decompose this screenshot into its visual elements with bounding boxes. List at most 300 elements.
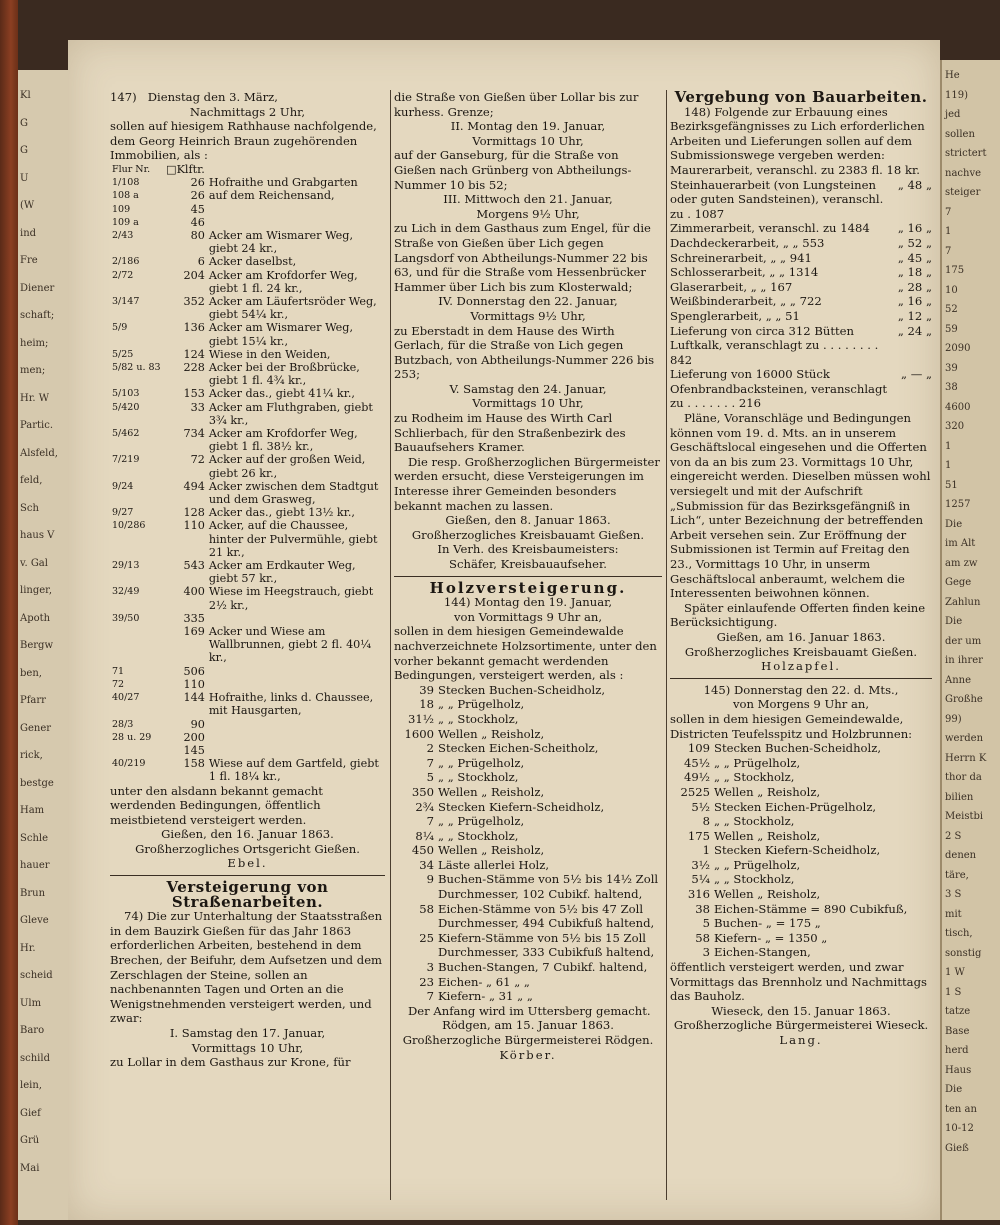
lot-row	[110, 744, 385, 757]
list-item	[394, 785, 662, 800]
left-page-edge	[18, 70, 69, 1220]
signature: Lang.	[779, 1033, 823, 1047]
item-qty: 45½	[684, 755, 710, 770]
lot-row	[110, 176, 385, 189]
item-qty: 8	[702, 814, 710, 829]
place-date: Gießen, am 16. Januar 1863.	[716, 629, 886, 644]
lot-txt: Acker, auf die Chaussee, hinter der Pulvermühle, giebt 21 kr.,	[208, 519, 378, 559]
item-qty: 49½	[684, 770, 710, 785]
item-desc: Wellen „ Reisholz,	[438, 726, 545, 741]
list-item	[670, 945, 932, 960]
work-amount: „ 45 „	[897, 250, 932, 265]
right-page-edge	[940, 60, 1000, 1220]
item-qty: 7	[426, 989, 434, 1004]
item-desc: Eichen-Stämme = 890 Cubikfuß,	[714, 901, 908, 916]
item-desc: Eichen- „ 61 „ „	[438, 974, 530, 989]
list-item	[670, 931, 932, 946]
item-desc: „ „ Stockholz,	[438, 770, 519, 785]
list-item	[670, 887, 932, 902]
notice-body: 74) Die zur Unterhaltung der Staatsstraßen in dem Bauzirk Gießen für das Jahr 1863 erforderlichen Arbeiten, bestehend in dem Brechen, der Beifuhr, dem Aufsetzen und dem Zerschlagen der Steine, sollen an nachbenannten Tagen und Orten an die Wenigstnehmenden versteigert werden, und zwar:	[110, 909, 383, 1026]
work-desc: Dachdeckerarbeit, „ „ 553	[670, 235, 825, 250]
work-item	[670, 294, 932, 309]
wood-list	[670, 741, 932, 960]
lot-kl: 506	[183, 664, 205, 678]
list-item	[394, 770, 662, 785]
list-item	[670, 843, 932, 858]
signature: Ebel.	[227, 856, 268, 871]
work-item	[670, 280, 932, 295]
signature: Holzapfel.	[761, 659, 841, 674]
list-item	[394, 741, 662, 756]
gutter-fragment: ind	[20, 227, 37, 239]
gutter-fragment: steiger	[945, 187, 981, 198]
gutter-fragment: linger,	[20, 585, 53, 596]
lot-kl: 400	[183, 585, 205, 599]
item-qty: 38	[695, 901, 710, 916]
lot-kl: 136	[183, 321, 205, 335]
gutter-fragment: Partic.	[20, 420, 54, 431]
item-qty: 18	[419, 697, 434, 712]
item-desc: „ „ Prügelholz,	[438, 814, 525, 829]
column-rule	[666, 90, 667, 1200]
work-desc: Schreinerarbeit, „ „ 941	[670, 250, 812, 265]
gutter-fragment: thor da	[945, 772, 982, 783]
list-item	[394, 975, 662, 990]
gutter-fragment: Anne	[945, 674, 972, 686]
work-desc: Lieferung von 16000 Stück Ofenbrandbacksteinen, veranschlagt zu . . . . . . . 216	[670, 367, 888, 411]
lot-kl: 6	[197, 255, 205, 269]
gutter-fragment: 1 S	[945, 986, 962, 998]
gutter-fragment: mit	[945, 908, 962, 920]
lot-kl: 228	[183, 361, 205, 375]
gutter-fragment: denen	[945, 850, 977, 861]
lot-row	[110, 321, 385, 347]
gutter-fragment: Gleve	[20, 915, 49, 926]
item-qty: 2	[426, 741, 434, 756]
gutter-fragment: Mai	[20, 1162, 40, 1174]
notice-147: 147) Dienstag den 3. März, Nachmittags 2 Uhr, sollen auf hiesigem Rathhause nachfolgende, dem Georg Heinrich Braun zugehörenden Immobilien, als : Flur Nr. □Klftr. 1/108 26 Hofraithe und Grabgarten 108 a 26 auf dem Reichensand, 109 45 109 a 46 2/43 80 Acker am Wismarer Weg, giebt 24 kr., 2/186 6 Acker daselbst, 2/72 204 Acker am Krofdorfer Weg, giebt 1 fl. 24 kr., 3/147 352 Acker am Läufertsröder Weg, giebt 54¼ kr., 5/9 136 Acker am Wismarer Weg, giebt 15¼ kr., 5/25 124 Wiese in den Weiden, 5/82 u. 83 228 Acker bei der Broßbrücke, giebt 1 fl. 4¾ kr., 5/103 153 Acker das., giebt 41¼ kr., 5/420 33 Acker am Fluthgraben, giebt 3¾ kr., 5/462 734 Acker am Krofdorfer Weg, giebt 1 fl. 38½ kr., 7/219 72 Acker auf der großen Weid, giebt 26 kr., 9/24 494 Acker zwischen dem Stadtgut und dem Grasweg, 9/27 128 Acker das., giebt 13½ kr., 10/286 110 Acker, auf die Chaussee, hinter der Pulvermühle, giebt 21 kr., 29/13 543 Acker am Erdkauter Weg, giebt 57 kr., 32/49 400 Wiese im Heegstrauch, giebt 2½ kr., 39/50 335 169 Acker und Wiese am Wallbrunnen, giebt 2 fl. 40¼ kr., 71 506 72 110 40/27 144 Hofraithe, links d. Chaussee, mit Hausgarten, 28/3 90 28 u. 29 200 145 40/219 158 Wiese auf dem Gartfeld, giebt 1 fl. 18¼ kr., unter den alsdann bekannt gemacht werdenden Bedingungen, öffentlich meistbietend versteigert werden. Gießen, den 16. Januar 1863. Großherzogliches Ortsgericht Gießen. Ebel.	[110, 90, 385, 871]
lot-row	[110, 189, 385, 202]
work-item	[670, 309, 932, 324]
column-rule	[390, 90, 391, 1200]
gutter-fragment: ben,	[20, 667, 42, 679]
gutter-fragment: men;	[20, 365, 46, 376]
item-qty: 1	[702, 843, 710, 858]
item-qty: 5¼	[691, 872, 710, 887]
list-item	[670, 858, 932, 873]
gutter-fragment: bilien	[945, 791, 974, 803]
work-desc: Lieferung von circa 312 Bütten Luftkalk, veranschlagt zu . . . . . . . . 842	[670, 323, 879, 367]
lot-flur: 109	[112, 203, 131, 215]
lot-kl: 144	[183, 691, 205, 705]
lot-kl: 128	[183, 506, 205, 520]
gutter-fragment: 175	[945, 265, 965, 276]
lot-row	[110, 691, 385, 717]
lot-flur: 2/186	[112, 256, 140, 268]
gutter-fragment: 52	[945, 304, 958, 315]
lot-kl: 153	[183, 387, 205, 401]
gutter-fragment: heim;	[20, 337, 49, 349]
lot-kl: 352	[183, 295, 205, 308]
notice-holzversteigerung: Holzversteigerung. 144) Montag den 19. Januar, von Vormittags 9 Uhr an, sollen in dem hiesigen Gemeindewalde nachverzeichnete Holzsortimente, unter den vorher bekannt gemacht werdenden Bedingungen, versteigert werden, als : 39 Stecken Buchen-Scheidholz, 18 „ „ Prügelholz, 31½ „ „ Stockholz, 1600 Wellen „ Reisholz, 2 Stecken Eichen-Scheitholz, 7 „ „ Prügelholz, 5 „ „ Stockholz, 350 Wellen „ Reisholz, 2¾ Stecken Kiefern-Scheidholz, 7 „ „ Prügelholz, 8¼ „ „ Stockholz, 450 Wellen „ Reisholz, 34 Läste allerlei Holz, 9 Buchen-Stämme von 5½ bis 14½ Zoll Durchmesser, 102 Cubikf. haltend, 58 Eichen-Stämme von 5½ bis 47 Zoll Durchmesser, 494 Cubikfuß haltend, 25 Kiefern-Stämme von 5½ bis 15 Zoll Durchmesser, 333 Cubikfuß haltend, 3 Buchen-Stangen, 7 Cubikf. haltend, 23 Eichen- „ 61 „ „ 7 Kiefern- „ 31 „ „ Der Anfang wird im Uttersberg gemacht. Rödgen, am 15. Januar 1863. Großherzogliche Bürgermeisterei Rödgen. Körber.	[394, 581, 662, 1063]
work-desc: Zimmerarbeit, veranschl. zu 1484	[670, 221, 870, 236]
item-desc: Kiefern-Stämme von 5½ bis 15 Zoll Durchmesser, 333 Cubikfuß haltend,	[438, 930, 655, 960]
signature: Schäfer, Kreisbauaufseher.	[449, 557, 607, 571]
lot-flur: 108 a	[112, 190, 139, 202]
gutter-fragment: Pfarr	[20, 695, 46, 706]
item-qty: 5½	[691, 799, 710, 814]
place-date: Rödgen, am 15. Januar 1863.	[442, 1018, 614, 1033]
work-item	[670, 178, 932, 222]
lot-row	[110, 295, 385, 321]
item-desc: „ „ Stockholz,	[438, 711, 519, 726]
lot-flur	[110, 625, 164, 665]
lot-row	[110, 678, 385, 691]
item-qty: 3	[702, 945, 710, 960]
item-desc: Wellen „ Reisholz,	[438, 784, 545, 799]
lot-kl: 335	[183, 611, 205, 625]
gutter-fragment: 1	[945, 226, 952, 237]
item-qty: 39	[419, 682, 434, 697]
gutter-fragment: Die	[945, 518, 963, 530]
work-item	[670, 251, 932, 266]
authority: Großherzogliches Kreisbauamt Gießen.	[684, 644, 918, 659]
list-item	[394, 756, 662, 771]
lot-kl: 200	[183, 730, 205, 744]
book-binding	[0, 0, 18, 1225]
item-qty: 25	[419, 930, 434, 945]
lot-txt: Acker auf der großen Weid, giebt 26 kr.,	[208, 453, 366, 480]
gutter-fragment: Brun	[20, 887, 46, 899]
lot-txt: Acker das., giebt 41¼ kr.,	[208, 387, 355, 401]
works-list	[670, 163, 932, 411]
lot-txt	[207, 718, 385, 731]
work-amount: „ 48 „	[897, 177, 932, 192]
gutter-fragment: Hr.	[20, 942, 36, 954]
item-desc: Buchen-Stämme von 5½ bis 14½ Zoll Durchmesser, 102 Cubikf. haltend,	[438, 872, 659, 902]
list-item	[394, 829, 662, 844]
item-desc: Stecken Eichen-Scheitholz,	[438, 741, 599, 756]
gutter-fragment: Gege	[945, 577, 972, 588]
lot-kl: 72	[190, 453, 205, 467]
item-qty: 175	[687, 828, 710, 843]
item-desc: Eichen-Stämme von 5½ bis 47 Zoll Durchmesser, 494 Cubikfuß haltend,	[438, 901, 655, 931]
list-item	[670, 872, 932, 887]
gutter-fragment: hauer	[20, 860, 50, 871]
item-desc: Buchen-Stangen, 7 Cubikf. haltend,	[438, 960, 648, 975]
lot-kl: 80	[190, 228, 205, 242]
item-qty: 8¼	[415, 828, 434, 843]
gutter-fragment: feld,	[20, 475, 43, 486]
lot-row	[110, 519, 385, 559]
list-item	[394, 727, 662, 742]
wood-list	[394, 683, 662, 1004]
work-amount: „ — „	[901, 367, 932, 382]
item-qty: 9	[426, 872, 434, 887]
gutter-fragment: Fre	[20, 255, 38, 266]
notice-tail: unter den alsdann bekannt gemacht werdenden Bedingungen, öffentlich meistbietend versteigert werden.	[110, 783, 323, 827]
list-item	[394, 712, 662, 727]
work-item	[670, 221, 932, 236]
lot-flur: 9/24	[112, 480, 134, 492]
lot-txt: Acker am Wismarer Weg, giebt 15¼ kr.,	[208, 321, 354, 348]
item-qty: 5	[426, 770, 434, 785]
lot-row	[110, 401, 385, 427]
lot-flur: 5/462	[112, 428, 140, 440]
item-desc: „ „ Stockholz,	[714, 814, 795, 829]
work-desc: Schlosserarbeit, „ „ 1314	[670, 265, 819, 280]
lot-txt	[207, 678, 385, 691]
lot-kl: 158	[183, 757, 205, 771]
gutter-fragment: Gief	[20, 1107, 41, 1119]
list-item	[394, 800, 662, 815]
place-date: Gießen, den 16. Januar 1863.	[161, 827, 334, 842]
gutter-fragment: Apoth	[20, 612, 51, 624]
gutter-fragment: Alsfeld,	[20, 447, 58, 459]
item-desc: Buchen- „ = 175 „	[714, 916, 821, 931]
work-amount: „ 12 „	[897, 308, 932, 323]
lot-kl: 494	[183, 479, 205, 493]
work-item	[670, 265, 932, 280]
gutter-fragment: G	[20, 145, 28, 156]
lot-txt: Acker am Erdkauter Weg, giebt 57 kr.,	[208, 559, 356, 586]
place-date: Wieseck, den 15. Januar 1863.	[711, 1003, 891, 1018]
authority: Großherzogliches Ortsgericht Gießen.	[135, 841, 360, 856]
gutter-fragment: tatze	[945, 1006, 971, 1017]
lot-row	[110, 757, 385, 783]
lot-row	[110, 480, 385, 506]
gutter-fragment: Gieß	[945, 1142, 969, 1154]
list-item	[394, 697, 662, 712]
gutter-fragment: am zw	[945, 557, 978, 569]
list-item	[670, 814, 932, 829]
gutter-fragment: Diener	[20, 282, 55, 294]
gutter-fragment: Zahlun	[945, 596, 981, 608]
section-heading: Vergebung von Bauarbeiten.	[674, 88, 928, 106]
item-qty: 2¾	[415, 799, 434, 814]
item-desc: „ „ Prügelholz,	[714, 857, 801, 872]
work-desc: Spenglerarbeit, „ „ 51	[670, 308, 800, 323]
lot-flur: 1/108	[112, 177, 140, 189]
gutter-fragment: Kl	[20, 90, 31, 101]
gutter-fragment: der um	[945, 635, 982, 647]
lot-kl: 145	[183, 743, 205, 757]
lot-kl: 46	[190, 215, 205, 229]
lot-kl: 169	[183, 625, 205, 639]
item-qty: 7	[426, 755, 434, 770]
list-item	[670, 741, 932, 756]
list-item	[670, 829, 932, 844]
gutter-fragment: 7	[945, 206, 952, 218]
gutter-fragment: 1257	[945, 499, 971, 510]
gutter-fragment: jed	[945, 109, 961, 120]
gutter-fragment: 119)	[945, 89, 968, 101]
item-desc: Kiefern- „ 31 „ „	[438, 989, 533, 1004]
gutter-fragment: 4600	[945, 401, 971, 413]
work-desc: Maurerarbeit, veranschl. zu 2383 fl. 18 kr.	[670, 162, 920, 177]
item-desc: Stecken Kiefern-Scheidholz,	[714, 843, 881, 858]
lot-flur: 28 u. 29	[112, 731, 152, 743]
gutter-fragment: 7	[945, 245, 952, 257]
lot-txt: Hofraithe, links d. Chaussee, mit Hausgarten,	[208, 691, 374, 718]
work-amount: „ 16 „	[897, 294, 932, 309]
gutter-fragment: 51	[945, 479, 958, 491]
item-qty: 34	[419, 857, 434, 872]
lot-row	[110, 453, 385, 479]
gutter-fragment: haus V	[20, 530, 55, 541]
lot-txt: Acker am Wismarer Weg, giebt 24 kr.,	[208, 228, 354, 256]
list-item	[394, 872, 662, 901]
authority: Großherzogliches Kreisbauamt Gießen.	[411, 527, 645, 542]
lot-row	[110, 255, 385, 268]
lot-kl: 734	[183, 427, 205, 441]
list-item	[670, 800, 932, 815]
item-desc: Läste allerlei Holz,	[438, 857, 550, 872]
gutter-fragment: Ulm	[20, 997, 42, 1009]
work-item	[670, 367, 932, 411]
lot-txt: Acker und Wiese am Wallbrunnen, giebt 2 fl. 40¼ kr.,	[208, 625, 372, 665]
gutter-fragment: im Alt	[945, 538, 976, 549]
item-desc: Stecken Eichen-Prügelholz,	[714, 799, 877, 814]
gutter-fragment: 59	[945, 323, 958, 335]
gutter-fragment: schild	[20, 1052, 50, 1064]
item-desc: Kiefern- „ = 1350 „	[714, 930, 828, 945]
list-item	[394, 843, 662, 858]
gutter-fragment: Base	[945, 1025, 970, 1037]
list-item	[670, 756, 932, 771]
lot-row	[110, 229, 385, 255]
work-item	[670, 163, 932, 178]
gutter-fragment: nachve	[945, 167, 982, 179]
notice-145: 145) Donnerstag den 22. d. Mts., von Morgens 9 Uhr an, sollen in dem hiesigen Gemeindewalde, Districten Teufelsspitz und Holzbrunnen: 109 Stecken Buchen-Scheidholz, 45½ „ „ Prügelholz, 49½ „ „ Stockholz, 2525 Wellen „ Reisholz, 5½ Stecken Eichen-Prügelholz, 8 „ „ Stockholz, 175 Wellen „ Reisholz, 1 Stecken Kiefern-Scheidholz, 3½ „ „ Prügelholz, 5¼ „ „ Stockholz, 316 Wellen „ Reisholz, 38 Eichen-Stämme = 890 Cubikfuß, 5 Buchen- „ = 175 „ 58 Kiefern- „ = 1350 „ 3 Eichen-Stangen, öffentlich versteigert werden, und zwar Vormittags das Brennholz und Nachmittags das Bauholz. Wieseck, den 15. Januar 1863. Großherzogliche Bürgermeisterei Wieseck. Lang.	[670, 683, 932, 1048]
lot-flur: 109 a	[112, 216, 139, 228]
gutter-fragment: 2090	[945, 343, 971, 354]
gutter-fragment: U	[20, 172, 29, 184]
gutter-fragment: in ihrer	[945, 655, 983, 666]
item-qty: 7	[426, 814, 434, 829]
list-item	[670, 785, 932, 800]
gutter-fragment: bestge	[20, 777, 54, 789]
gutter-fragment: 1	[945, 460, 952, 471]
gutter-fragment: 39	[945, 362, 958, 374]
notice-strassenarbeiten: Versteigerung von Straßenarbeiten. 74) Die zur Unterhaltung der Staatsstraßen in dem Bauzirk Gießen für das Jahr 1863 erforderlichen Arbeiten, bestehend in dem Brechen, der Beifuhr, dem Aufsetzen und dem Zerschlagen der Steine, sollen an nachbenannten Tagen und Orten an die Wenigstnehmenden versteigert werden, und zwar: I. Samstag den 17. Januar, Vormittags 10 Uhr, zu Lollar in dem Gasthaus zur Krone, für	[110, 880, 385, 1070]
item-qty: 3	[426, 960, 434, 975]
item-qty: 3½	[691, 857, 710, 872]
lot-row	[110, 216, 385, 229]
lot-flur: 2/72	[112, 269, 134, 281]
sale-date: Dienstag den 3. März,	[147, 90, 278, 104]
lot-flur: 5/420	[112, 401, 140, 413]
lot-txt: Wiese im Heegstrauch, giebt 2½ kr.,	[208, 585, 374, 612]
lot-row	[110, 427, 385, 453]
gutter-fragment: Meistbi	[945, 811, 984, 822]
lot-flur	[110, 744, 164, 757]
lot-txt	[207, 731, 385, 744]
signature: Körber.	[499, 1047, 557, 1062]
lot-txt: Acker bei der Broßbrücke, giebt 1 fl. 4¾ kr.,	[208, 361, 360, 388]
lot-row	[110, 718, 385, 731]
place-date: Gießen, den 8. Januar 1863.	[445, 513, 611, 528]
lot-row	[110, 612, 385, 625]
item-qty: 5	[702, 916, 710, 931]
gutter-fragment: Baro	[20, 1025, 45, 1036]
work-desc: Steinhauerarbeit (von Lungsteinen oder guten Sandsteinen), veranschl. zu . 1087	[670, 177, 884, 221]
item-desc: „ „ Prügelholz,	[438, 755, 525, 770]
work-desc: Weißbinderarbeit, „ „ 722	[670, 294, 822, 309]
lot-flur: 29/13	[112, 560, 140, 572]
gutter-fragment: Die	[945, 616, 963, 627]
lot-flur: 5/9	[112, 322, 128, 334]
lot-flur: 2/43	[112, 229, 134, 241]
lot-txt: Acker daselbst,	[208, 255, 297, 269]
lot-txt	[207, 744, 385, 757]
column-1	[110, 90, 385, 1070]
divider	[670, 678, 932, 679]
work-amount: „ 16 „	[897, 221, 932, 236]
lot-txt	[207, 612, 385, 625]
lot-txt: auf dem Reichensand,	[208, 189, 335, 203]
gutter-fragment: Die	[945, 1084, 963, 1095]
lot-txt: Acker am Krofdorfer Weg, giebt 1 fl. 38½ kr.,	[208, 427, 358, 454]
lot-row	[110, 269, 385, 295]
gutter-fragment: Bergw	[20, 640, 54, 651]
gutter-fragment: herd	[945, 1045, 969, 1056]
lot-kl: 90	[190, 717, 205, 731]
work-amount: „ 28 „	[897, 279, 932, 294]
item-desc: Wellen „ Reisholz,	[714, 828, 821, 843]
lot-row	[110, 387, 385, 400]
lot-kl: 26	[190, 176, 205, 190]
list-item	[394, 931, 662, 960]
lot-row	[110, 203, 385, 216]
lot-kl: 110	[183, 519, 205, 533]
lot-txt: Acker zwischen dem Stadtgut und dem Grasweg,	[208, 479, 379, 507]
gutter-fragment: Herrn K	[945, 752, 987, 764]
item-qty: 350	[411, 784, 434, 799]
lot-kl: 543	[183, 559, 205, 573]
item-qty: 23	[419, 974, 434, 989]
lot-row	[110, 625, 385, 665]
gutter-fragment: scheid	[20, 970, 53, 981]
item-desc: „ „ Stockholz,	[438, 828, 519, 843]
gutter-fragment: werden	[945, 733, 984, 744]
lot-flur: 5/25	[112, 348, 134, 360]
gutter-fragment: sollen	[945, 128, 975, 140]
lot-kl: 33	[190, 400, 205, 414]
gutter-fragment: 38	[945, 382, 958, 393]
lot-flur: 39/50	[112, 612, 140, 624]
item-qty: 58	[419, 901, 434, 916]
gutter-fragment: strictert	[945, 148, 987, 159]
work-amount: „ 24 „	[897, 323, 932, 338]
lot-flur: 28/3	[112, 718, 134, 730]
list-item	[394, 989, 662, 1004]
gutter-fragment: (W	[20, 200, 35, 211]
item-qty: 58	[695, 930, 710, 945]
divider	[110, 875, 385, 876]
lot-flur: 40/27	[112, 692, 140, 704]
column-2: die Straße von Gießen über Lollar bis zur kurhess. Grenze; II. Montag den 19. Januar, Vormittags 10 Uhr, auf der Ganseburg, für die Straße von Gießen nach Grünberg von Abtheilungs-Nummer 10 bis 52; III. Mittwoch den 21. Januar, Morgens 9½ Uhr, zu Lich in dem Gasthaus zum Engel, für die Straße von Gießen über Lich gegen Langsdorf von Abtheilungs-Nummer 22 bis 63, und für die Straße vom Hessenbrücker Hammer über Lich bis zum Klosterwald; IV. Donnerstag den 22. Januar, Vormittags 9½ Uhr, zu Eberstadt in dem Hause des Wirth Gerlach, für die Straße von Lich gegen Butzbach, von Abtheilungs-Nummer 226 bis 253; V. Samstag den 24. Januar, Vormittags 10 Uhr, zu Rodheim im Hause des Wirth Carl Schlierbach, für den Straßenbezirk des Bauaufsehers Kramer. Die resp. Großherzoglichen Bürgermeister werden ersucht, diese Versteigerungen im Interesse ihrer Gemeinden besonders bekannt machen zu lassen. Gießen, den 8. Januar 1863. Großherzogliches Kreisbauamt Gießen. In Verh. des Kreisbaumeisters: Schäfer, Kreisbauaufseher. Holzversteigerung. 144) Montag den 19. Januar, von Vormittags 9 Uhr an, sollen in dem hiesigen Gemeindewalde nachverzeichnete Holzsortimente, unter den vorher bekannt gemacht werdenden Bedingungen, versteigert werden, als : 39 Stecken Buchen-Scheidholz, 18 „ „ Prügelholz, 31½ „ „ Stockholz, 1600 Wellen „ Reisholz, 2 Stecken Eichen-Scheitholz, 7 „ „ Prügelholz, 5 „ „ Stockholz, 350 Wellen „ Reisholz, 2¾ Stecken Kiefern-Scheidholz, 7 „ „ Prügelholz, 8¼ „ „ Stockholz, 450 Wellen „ Reisholz, 34 Läste allerlei Holz, 9 Buchen-Stämme von 5½ bis 14½ Zoll Durchmesser, 102 Cubikf. haltend, 58 Eichen-Stämme von 5½ bis 47 Zoll Durchmesser, 494 Cubikfuß haltend, 25 Kiefern-Stämme von 5½ bis 15 Zoll Durchmesser, 333 Cubikfuß haltend, 3 Buchen-Stangen, 7 Cubikf. haltend, 23 Eichen- „ 61 „ „ 7 Kiefern- „ 31 „ „ Der Anfang wird im Uttersberg gemacht. Rödgen, am 15. Januar 1863. Großherzogliche Bürgermeisterei Rödgen. Körber.	[394, 90, 662, 1062]
item-desc: Wellen „ Reisholz,	[714, 887, 821, 902]
divider	[394, 576, 662, 577]
column-3: Vergebung von Bauarbeiten. 148) Folgende zur Erbauung eines Bezirksgefängnisses zu Lich erforderlichen Arbeiten und Lieferungen sollen auf dem Submissionswege vergeben werden: Maurerarbeit, veranschl. zu 2383 fl. 18 kr. Steinhauerarbeit (von Lungsteinen oder guten Sandsteinen), veranschl. zu . 1087 „ 48 „ Zimmerarbeit, veranschl. zu 1484 „ 16 „ Dachdeckerarbeit, „ „ 553 „ 52 „ Schreinerarbeit, „ „ 941 „ 45 „ Schlosserarbeit, „ „ 1314 „ 18 „ Glaserarbeit, „ „ 167 „ 28 „ Weißbinderarbeit, „ „ 722 „ 16 „ Spenglerarbeit, „ „ 51 „ 12 „ Lieferung von circa 312 Bütten Luftkalk, veranschlagt zu . . . . . . . . 842 „ 24 „ Lieferung von 16000 Stück Ofenbrandbacksteinen, veranschlagt zu . . . . . . . 216 „ — „ Pläne, Voranschläge und Bedingungen können vom 19. d. Mts. an in unserem Geschäftslocal eingesehen und die Offerten von da an bis zum 23. Vormittags 10 Uhr, eingereicht werden. Dieselben müssen wohl versiegelt und mit der Aufschrift „Submission für das Bezirksgefängniß in Lich“, unter Bezeichnung der betreffenden Arbeit versehen sein. Zur Eröffnung der Submissionen ist Termin auf Freitag den 23., Vormittags 10 Uhr, in unserm Geschäftslocal anberaumt, welchem die Interessenten beiwohnen können. Später einlaufende Offerten finden keine Berücksichtigung. Gießen, am 16. Januar 1863. Großherzogliches Kreisbauamt Gießen. Holzapfel. 145) Donnerstag den 22. d. Mts., von Morgens 9 Uhr an, sollen in dem hiesigen Gemeindewalde, Districten Teufelsspitz und Holzbrunnen: 109 Stecken Buchen-Scheidholz, 45½ „ „ Prügelholz, 49½ „ „ Stockholz, 2525 Wellen „ Reisholz, 5½ Stecken Eichen-Prügelholz, 8 „ „ Stockholz, 175 Wellen „ Reisholz, 1 Stecken Kiefern-Scheidholz, 3½ „ „ Prügelholz, 5¼ „ „ Stockholz, 316 Wellen „ Reisholz, 38 Eichen-Stämme = 890 Cubikfuß, 5 Buchen- „ = 175 „ 58 Kiefern- „ = 1350 „ 3 Eichen-Stangen, öffentlich versteigert werden, und zwar Vormittags das Brennholz und Nachmittags das Bauholz. Wieseck, den 15. Januar 1863. Großherzogliche Bürgermeisterei Wieseck. Lang.	[670, 88, 932, 1047]
notice-body: sollen auf hiesigem Rathhause nachfolgende, dem Georg Heinrich Braun zugehörenden Immobilien, als :	[110, 119, 377, 163]
gutter-fragment: Grü	[20, 1135, 40, 1146]
lot-kl: 110	[183, 677, 205, 691]
lot-row	[110, 506, 385, 519]
lot-kl: 124	[183, 347, 205, 361]
section-heading: Versteigerung von Straßenarbeiten.	[166, 878, 329, 911]
